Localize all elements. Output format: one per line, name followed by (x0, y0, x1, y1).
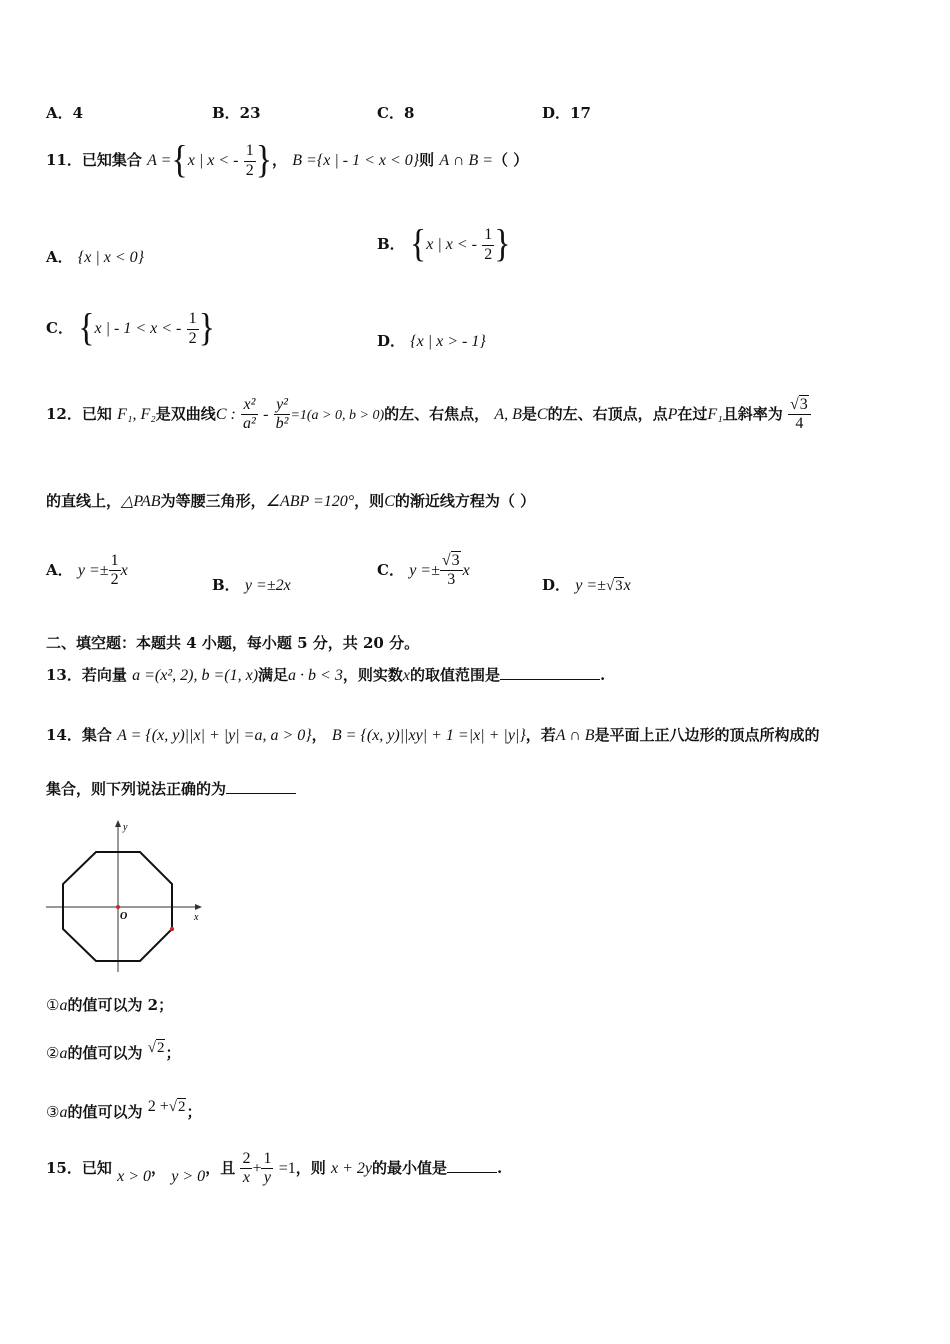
q11-half-den: 2 (245, 161, 254, 179)
q11-option-a (46, 246, 144, 267)
q12-option-d-label: D． (542, 576, 571, 594)
q12-c: C (536, 405, 548, 423)
q11-option-a-label: A． (46, 248, 73, 266)
q12-option-c-label: C． (377, 560, 404, 579)
brace-left: { (171, 139, 188, 182)
sqrt-sign: √3 (441, 552, 460, 569)
q11-option-d-label: D． (377, 332, 406, 350)
q11-set-a-lhs: A = (147, 152, 172, 169)
q15-text: ，且 (205, 1158, 236, 1177)
q11-half-num: 1 (244, 142, 256, 161)
q15-stem (46, 1150, 502, 1188)
q12-p: P (667, 405, 678, 423)
q15-cond-x: x > 0 (117, 1167, 152, 1185)
q14-set-b: B = {(x, y)||xy| + 1 =|x| + |y|} (331, 727, 526, 744)
q13-text: 的取值范围是 (409, 666, 500, 684)
brace-right: } (198, 307, 215, 350)
q14-text: 的值可以为 (67, 1044, 143, 1062)
q15-f2-den: y (263, 1169, 272, 1187)
q10-option-a: A．4 (46, 104, 84, 122)
q11-option-b-label: B． (377, 235, 405, 253)
q15-f2-num: 1 (261, 1150, 273, 1169)
y-axis-label: y (123, 822, 128, 833)
q12-angle: ∠ABP =120° (265, 493, 355, 510)
q14-statement-2 (46, 1040, 180, 1063)
q12-text: 且斜率为 (722, 404, 783, 423)
q12-slope-den: 4 (795, 415, 804, 433)
q14-s2-rad: 2 (156, 1040, 165, 1056)
circled-3: ③ (46, 1103, 60, 1121)
q13-text: 若向量 (81, 666, 127, 684)
q12-option-a-post: x (120, 561, 128, 579)
q11-set-a-body: x | x < - (187, 152, 239, 169)
q15-comma: ， (151, 1158, 167, 1177)
q12-c: C (384, 493, 395, 510)
q10-option-d: D．17 (542, 104, 591, 122)
q13-stem (46, 664, 605, 685)
q14-end: ； (165, 1044, 181, 1062)
q12-option-a-label: A． (46, 560, 73, 579)
q12-option-d-pre: y =± (575, 577, 606, 594)
q11-set-b: B ={x | - 1 < x < 0} (292, 152, 420, 169)
q15-text: 的最小值是 (371, 1158, 447, 1177)
q12-triangle: △PAB (121, 493, 161, 510)
x-axis-label: x (194, 912, 199, 923)
q14-a: a (59, 1045, 68, 1062)
q12-option-c (377, 552, 470, 590)
q11-paren: （ ） (493, 151, 529, 169)
circled-1: ① (46, 996, 60, 1014)
q15-f1-den: x (242, 1169, 250, 1187)
q12-text: 是双曲线 (155, 404, 216, 423)
q12-option-a-num: 1 (109, 552, 121, 571)
q11-number: 11． (46, 151, 82, 169)
q15-number: 15． (46, 1158, 82, 1177)
q12-option-b (212, 574, 291, 595)
q14-text: 集合，则下列说法正确的为 (46, 780, 227, 798)
q15-frac-1 (240, 1150, 252, 1188)
q12-option-c-post: x (462, 561, 470, 579)
q14-intersection: A ∩ B (555, 727, 595, 744)
q12-text: 的左、右焦点， (384, 404, 490, 423)
q13-x: x (402, 667, 410, 684)
q12-slope (788, 396, 811, 434)
y-axis-arrow (115, 820, 121, 827)
q12-option-a-frac (109, 552, 121, 590)
sqrt-sign: √3 (605, 578, 623, 594)
q11-option-c-label: C． (46, 319, 73, 337)
brace-left: { (409, 223, 427, 266)
q12-number: 12． (46, 404, 82, 423)
circled-2: ② (46, 1044, 60, 1062)
origin-label: O (120, 911, 128, 922)
q14-s3-rad: 2 (177, 1099, 186, 1115)
q12-slope-rad: 3 (799, 396, 808, 413)
brace-left: { (78, 307, 95, 350)
q14-stem-line2 (46, 778, 296, 799)
q14-a: a (59, 1104, 68, 1121)
q12-text: 为等腰三角形， (160, 492, 266, 510)
origin-point (116, 905, 120, 909)
q13-number: 13． (46, 666, 82, 684)
sqrt-sign: √3 (790, 396, 808, 413)
q12-frac-y (274, 396, 291, 434)
q12-text: 的直线上， (46, 492, 122, 510)
q12-text: 是 (521, 404, 537, 423)
q14-statement-1 (46, 994, 173, 1015)
q13-answer-blank[interactable] (500, 679, 600, 680)
q15-text: ，则 (295, 1158, 326, 1177)
q12-text: 的渐近线方程为（ ） (394, 492, 536, 510)
section-2-title: 二、填空题：本题共 4 小题，每小题 5 分，共 20 分。 (46, 634, 420, 652)
q11-option-b-frac (482, 226, 494, 264)
q12-option-a-den: 2 (110, 571, 119, 589)
q11-option-b-den: 2 (484, 245, 493, 263)
q11-option-c-frac (187, 310, 199, 348)
q15-answer-blank[interactable] (447, 1172, 497, 1173)
q11-intersection: A ∩ B = (439, 152, 494, 169)
q12-curve: C : (215, 405, 236, 423)
q12-text: ，则 (354, 492, 385, 510)
q12-stem-line1 (46, 396, 811, 434)
q14-a: a (59, 997, 68, 1014)
q12-a2: a² (243, 415, 256, 433)
q14-answer-blank[interactable] (226, 793, 296, 794)
q14-end: ； (186, 1103, 202, 1121)
q12-b2: b² (275, 415, 289, 433)
q13-text: 满足 (258, 666, 289, 684)
q13-text: ，则实数 (342, 666, 403, 684)
q11-option-b (377, 223, 511, 266)
brace-right: } (494, 223, 511, 266)
q13-cond: a · b < 3 (288, 667, 343, 684)
q11-then: 则 (419, 151, 435, 169)
q12-cond: =1(a > 0, b > 0) (290, 407, 385, 423)
octagon-figure (40, 818, 210, 978)
q15-f1-num: 2 (240, 1150, 252, 1169)
sqrt-sign: √2 (147, 1040, 165, 1056)
q14-text: 的值可以为 2； (67, 996, 174, 1014)
q12-f1: F₁ (707, 405, 723, 423)
q11-option-c-den: 2 (188, 329, 197, 347)
q15-frac-2 (261, 1150, 273, 1188)
q15-text: 已知 (81, 1158, 112, 1177)
q10-option-b: B．23 (212, 104, 261, 122)
q14-s3-pre: 2 + (147, 1098, 169, 1115)
q12-option-d-rad: 3 (615, 578, 623, 594)
sqrt-sign: √2 (168, 1099, 186, 1115)
q14-text: 是平面上正八边形的顶点所构成的 (594, 726, 820, 744)
q12-option-c-frac (440, 552, 463, 590)
q15-eq: =1 (278, 1159, 296, 1177)
q11-option-d (377, 330, 486, 351)
q14-text: 的值可以为 (67, 1103, 143, 1121)
q12-text: 已知 (81, 404, 112, 423)
q12-slope-num (788, 396, 811, 415)
q11-option-c-math: x | - 1 < x < - (94, 320, 182, 337)
q15-expr: x + 2y (330, 1159, 372, 1177)
q12-option-d (542, 574, 631, 595)
q12-text: 的左、右顶点，点 (547, 404, 668, 423)
q12-option-c-num (440, 552, 463, 571)
q12-option-a-pre: y =± (77, 561, 109, 579)
q11-option-b-num: 1 (482, 226, 494, 245)
q11-option-d-math: {x | x > - 1} (410, 333, 486, 350)
q12-y2: y² (274, 396, 291, 415)
q12-option-b-label: B． (212, 576, 240, 594)
q12-stem-line2 (46, 490, 535, 511)
q12-x2: x² (241, 396, 258, 415)
q12-minus: - (263, 405, 269, 423)
q12-option-b-math: y =±2x (244, 577, 291, 594)
q12-option-c-pre: y =± (409, 561, 440, 579)
brace-right: } (255, 139, 273, 182)
q10-option-c: C．8 (377, 104, 415, 122)
x-axis-arrow (195, 904, 202, 910)
q12-foci: F₁, F₂ (117, 405, 156, 423)
q11-stem (46, 139, 529, 182)
q11-option-a-math: {x | x < 0} (77, 249, 145, 266)
q13-vectors: a =(x², 2), b =(1, x) (132, 667, 259, 684)
vertex-point (170, 927, 174, 931)
q12-frac-x (241, 396, 258, 434)
q13-end: . (599, 666, 606, 684)
q12-option-a (46, 552, 128, 590)
q12-option-c-den: 3 (447, 571, 456, 589)
q14-stem-line1 (46, 724, 820, 745)
q12-text: 在过 (677, 404, 708, 423)
q14-number: 14． (46, 726, 82, 744)
q11-option-c (46, 307, 215, 350)
q14-text: 集合 (81, 726, 112, 744)
q14-comma: ， (311, 726, 327, 744)
q11-prefix: 已知集合 (81, 151, 142, 169)
q12-option-d-post: x (623, 577, 631, 594)
q15-plus: + (252, 1159, 262, 1177)
q12-ab: A, B (494, 405, 522, 423)
q15-end: . (497, 1158, 503, 1177)
q11-comma: ， (272, 151, 288, 169)
q12-option-c-rad: 3 (451, 552, 460, 569)
q14-set-a: A = {(x, y)||x| + |y| =a, a > 0} (117, 727, 312, 744)
q14-statement-3 (46, 1098, 201, 1122)
q11-option-b-math: x | x < - (426, 236, 477, 253)
q15-cond-y: y > 0 (171, 1167, 206, 1185)
q11-half (244, 142, 256, 180)
q14-text: ，若 (525, 726, 556, 744)
q11-option-c-num: 1 (187, 310, 199, 329)
